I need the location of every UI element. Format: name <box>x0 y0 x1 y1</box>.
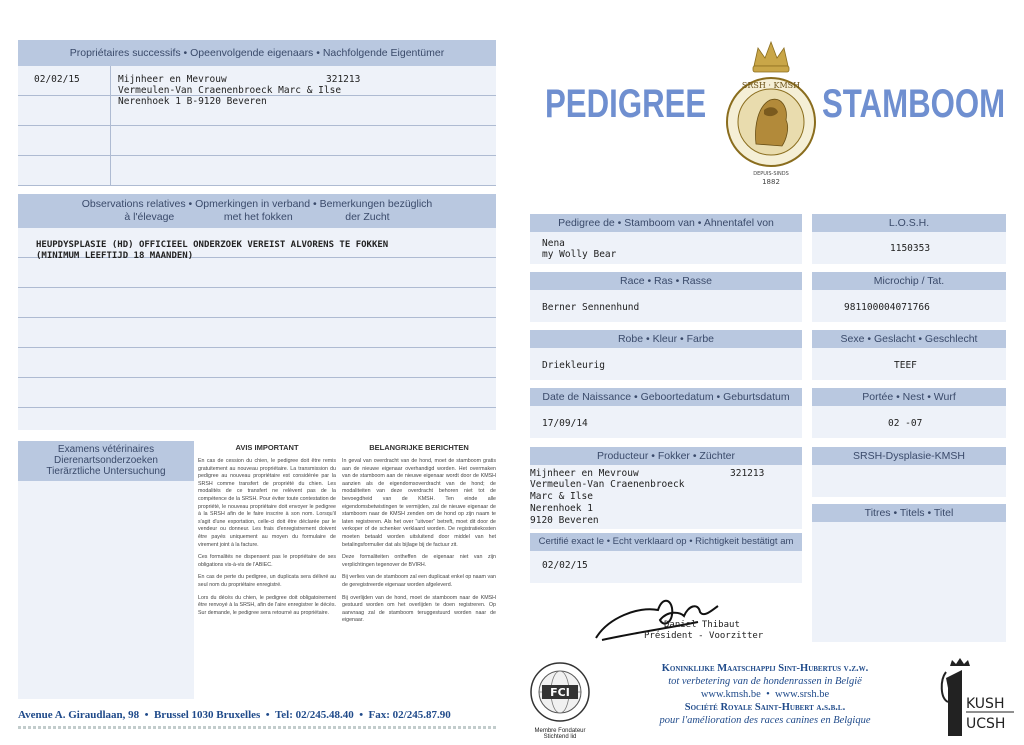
svg-text:KUSH: KUSH <box>966 696 1005 712</box>
society-fr-name: Société Royale Saint-Hubert a.s.b.l. <box>684 702 846 713</box>
breeder-line3: Marc & Ilse <box>530 491 593 502</box>
breeder-number: 321213 <box>730 468 765 479</box>
society-nl-purpose: tot verbetering van de hondenrassen in België <box>668 676 862 687</box>
society-nl-name: Koninklijke Maatschappij Sint-Hubertus v.z.w. <box>661 663 869 674</box>
breeder-header: Producteur • Fokker • Züchter <box>530 447 802 465</box>
notice-fr-p2: Ces formalités ne dispensent pas le propriétaire de ses obligations vis-à-vis de l'ABIEC. <box>198 554 336 568</box>
society-web: www.kmsh.be • www.srsh.be <box>700 689 830 700</box>
name-field <box>530 232 802 264</box>
owner-line1: Mijnheer en Mevrouw <box>118 74 227 85</box>
dob-value: 17/09/14 <box>542 418 588 429</box>
name-header: Pedigree de • Stamboom van • Ahnentafel von <box>530 214 802 232</box>
breeder-line2: Vermeulen-Van Craenenbroeck <box>530 479 685 490</box>
portee-header: Portée • Nest • Wurf <box>812 388 1006 406</box>
titles-header: Titres • Titels • Titel <box>812 504 1006 522</box>
signer-title: Président - Voorzitter <box>644 631 764 641</box>
fci-globe-icon <box>528 660 592 724</box>
dysplasia-header: SRSH-Dysplasie-KMSH <box>812 447 1006 465</box>
titles-field <box>812 522 1006 642</box>
sexe-header: Sexe • Geslacht • Geschlecht <box>812 330 1006 348</box>
owners-table <box>18 66 496 186</box>
dysplasia-field <box>812 465 1006 497</box>
color-value: Driekleurig <box>542 360 605 371</box>
svg-text:SRSH · KMSH: SRSH · KMSH <box>741 81 801 90</box>
dob-field <box>530 406 802 438</box>
royal-seal <box>724 36 818 186</box>
fci-logo <box>528 660 592 744</box>
observations-table <box>18 228 496 430</box>
footer-address: Avenue A. Giraudlaan, 98 • Brussel 1030 Bruxelles • Tel: 02/245.48.40 • Fax: 02/245.87.90 <box>18 709 451 721</box>
robe-field <box>530 348 802 380</box>
breeder-line5: 9120 Beveren <box>530 515 599 526</box>
sexe-field <box>812 348 1006 380</box>
race-header: Race • Ras • Rasse <box>530 272 802 290</box>
chip-header: Microchip / Tat. <box>812 272 1006 290</box>
dob-header: Date de Naissance • Geboortedatum • Geburtsdatum <box>530 388 802 406</box>
notice-fr-p3: En cas de perte du pedigree, un duplicata sera délivré au seul nom du propriétaire enregistré. <box>198 574 336 588</box>
kmsh-horn-logo-icon <box>936 658 1016 740</box>
dog-name: Nena <box>542 238 565 249</box>
society-fr-purpose: pour l'amélioration des races canines en Belgique <box>659 715 871 726</box>
owner-number: 321213 <box>326 74 361 85</box>
chip-number: 981100004071766 <box>844 302 930 313</box>
breeder-line1: Mijnheer en Mevrouw <box>530 468 639 479</box>
notice-fr-p4: Lors du décès du chien, le pedigree doit obligatoirement être renvoyé à la SRSH, afin de l'aire enregistrer le décès. Sur demande, le pedigree sera retourné au propriétaire. <box>198 594 336 616</box>
notice-fr-title: AVIS IMPORTANT <box>235 443 299 452</box>
losh-number: 1150353 <box>890 243 931 254</box>
litter-value: 02 -07 <box>888 418 923 429</box>
losh-header: L.O.S.H. <box>812 214 1006 232</box>
signer-name: Daniel Thibaut <box>664 620 740 630</box>
fci-caption-1: Membre Fondateur <box>534 728 586 734</box>
owner-line3: Nerenhoek 1 B-9120 Beveren <box>118 96 267 107</box>
dog-kennel-name: my Wolly Bear <box>542 249 617 260</box>
breeder-field <box>530 465 802 529</box>
notice-fr-p1: En cas de cession du chien, le pedigree doit être remis gratuitement au nouveau propriétaire. La transmission du pedigree au nouveau propriétaire est considérée par la SRSH comme transfert de propriété du chien. Les modalités de ce transfert ne relèvent pas de la compétence de la SRSH. Pour éviter toute contestation de propriété, le nouveau propriétaire doit envoyer le pedigree à la SRSH afin de le faire inscrire à son nom. Lorsqu'il s'agit d'une exportation, celle-ci doit être déclarée par le vendeur ou donneur. Les frais d'enregistrement doivent être payés uniquement au moyen du formulaire de virement joint à la facture. <box>198 458 336 548</box>
fci-caption-2: Stichtend lid <box>543 734 577 740</box>
svg-text:DEPUIS-SINDS: DEPUIS-SINDS <box>753 171 789 177</box>
notice-nl-p3: Bij verlies van de stamboom zal een duplicaat enkel op naam van de geregistreerde eigenaar worden afgeleverd. <box>342 574 496 588</box>
owner-date: 02/02/15 <box>34 74 80 85</box>
chip-field <box>812 290 1006 322</box>
sex-value: TEEF <box>894 360 917 371</box>
cert-field <box>530 551 802 583</box>
exams-header: Examens vétérinaires Dierenartsonderzoeken Tierärztliche Untersuchung <box>18 441 194 481</box>
title-pedigree: PEDIGREE <box>545 82 707 126</box>
notice-nl <box>342 443 496 697</box>
race-field <box>530 290 802 322</box>
footer-fine-print <box>18 726 496 729</box>
losh-field <box>812 232 1006 264</box>
notice-nl-title: BELANGRIJKE BERICHTEN <box>369 443 469 452</box>
society-text <box>600 662 930 727</box>
observation-text-1: HEUPDYSPLASIE (HD) OFFICIEEL ONDERZOEK VEREIST ALVORENS TE FOKKEN <box>36 240 389 250</box>
owner-line2: Vermeulen-Van Craenenbroeck Marc & Ilse <box>118 85 342 96</box>
portee-field <box>812 406 1006 438</box>
svg-text:UCSH: UCSH <box>966 716 1006 732</box>
notice-fr <box>198 443 336 697</box>
crown-lion-seal-icon <box>724 36 818 186</box>
breed-value: Berner Sennenhund <box>542 302 640 313</box>
breeder-line4: Nerenhoek 1 <box>530 503 593 514</box>
title-stamboom: STAMBOOM <box>822 82 1006 126</box>
cert-header: Certifié exact le • Echt verklaard op • Richtigkeit bestätigt am <box>530 533 802 551</box>
observations-header: Observations relatives • Opmerkingen in verband • Bemerkungen bezüglich à l'élevage met het fokken der Zucht <box>18 194 496 228</box>
owners-header: Propriétaires successifs • Opeenvolgende eigenaars • Nachfolgende Eigentümer <box>18 40 496 66</box>
robe-header: Robe • Kleur • Farbe <box>530 330 802 348</box>
svg-text:FCI: FCI <box>550 686 570 699</box>
notice-nl-p2: Deze formaliteiten ontheffen de eigenaar niet van zijn verplichtingen tegenover de BVIRH. <box>342 554 496 568</box>
notice-nl-p4: Bij overlijden van de hond, moet de stamboom naar de KMSH gestuurd worden om het overlijden te doen registreren. Op aanvraag zal de stamboom teruggestuurd worden naar de eigenaar. <box>342 594 496 624</box>
observation-text-2: (MINIMUM LEEFTIJD 18 MAANDEN) <box>36 251 194 261</box>
notice-nl-p1: In geval van overdracht van de hond, moet de stamboom gratis aan de nieuwe eigenaar overhandigd worden. Het overmaken van de stamboom aan de nieuwe eigenaar wordt door de KMSH aanzien als de eigendomsoverdracht van de hond; de modaliteiten van deze overdracht behoren niet tot de bevoegdheid van de KMSH. Ten einde alle eigendomsbetwistingen te vermijden, zal de nieuwe eigenaar de stamboom naar de KMSH zenden om de hond op zijn naam te laten registreren. Als het over "uitvoer" betreft, moet dit door de verkoper of de schenker verklaard worden. De registratiekosten moeten betaald worden uitsluitend door middel van het betalingsformulier dat als bijlage bij de factuur zit. <box>342 458 496 548</box>
cert-date: 02/02/15 <box>542 560 588 571</box>
svg-text:1882: 1882 <box>762 178 780 186</box>
exams-table <box>18 481 194 699</box>
kmsh-logo <box>936 658 1016 740</box>
